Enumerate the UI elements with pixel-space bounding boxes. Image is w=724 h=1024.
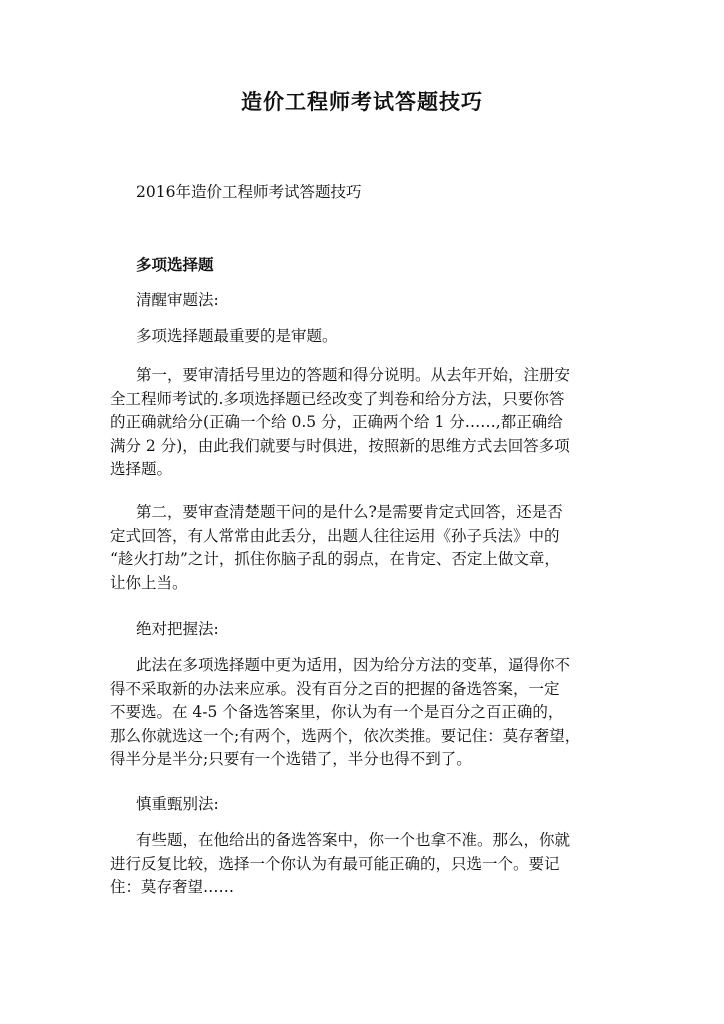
paragraph-line: 让你上当。: [110, 573, 188, 592]
paragraph-line: 全工程师考试的.多项选择题已经改变了判卷和给分方法，只要你答: [110, 389, 565, 408]
section-heading: 多项选择题: [136, 255, 214, 274]
method-intro: 多项选择题最重要的是审题。: [136, 327, 338, 345]
document-subtitle: 2016年造价工程师考试答题技巧: [136, 183, 362, 201]
paragraph-line: 选择题。: [110, 460, 173, 478]
paragraph-line: 得不采取新的办法来应承。没有百分之百的把握的备选答案，一定: [110, 679, 560, 698]
paragraph-line: 第二，要审查清楚题干问的是什么?是需要肯定式回答，还是否: [136, 503, 563, 521]
paragraph-line: “趁火打劫”之计，抓住你脑子乱的弱点，在肯定、否定上做文章，: [110, 550, 560, 568]
paragraph-line: 满分 2 分)，由此我们就要与时俱进，按照新的思维方式去回答多项: [110, 436, 570, 455]
document-title: 造价工程师考试答题技巧: [241, 89, 483, 114]
paragraph-line: 此法在多项选择题中更为适用，因为给分方法的变革，逼得你不: [136, 656, 571, 674]
paragraph-first-point: [110, 364, 628, 482]
paragraph-line: 不要选。在 4-5 个备选答案里，你认为有一个是百分之百正确的，: [110, 703, 564, 721]
paragraph-absolute-certainty: [110, 654, 628, 772]
paragraph-careful-screening: [110, 829, 628, 900]
paragraph-line: 有些题，在他给出的备选答案中，你一个也拿不准。那么，你就: [136, 831, 571, 849]
method-label-absolute-certainty: 绝对把握法:: [136, 620, 219, 638]
paragraph-line: 住：莫存奢望……: [110, 878, 235, 896]
paragraph-second-point: [110, 501, 628, 595]
method-label-clear-reading: 清醒审题法:: [136, 291, 219, 309]
paragraph-line: 定式回答，有人常常由此丢分，出题人往往运用《孙子兵法》中的: [110, 526, 560, 545]
paragraph-line: 得半分是半分;只要有一个选错了，半分也得不到了。: [110, 750, 472, 768]
paragraph-line: 那么你就选这一个;有两个，选两个，依次类推。要记住：莫存奢望，: [110, 726, 581, 745]
method-label-careful-screening: 慎重甄别法:: [136, 795, 219, 813]
paragraph-line: 进行反复比较，选择一个你认为有最可能正确的，只选一个。要记: [110, 854, 560, 873]
paragraph-line: 第一，要审清括号里边的答题和得分说明。从去年开始，注册安: [136, 366, 571, 384]
paragraph-line: 的正确就给分(正确一个给 0.5 分，正确两个给 1 分……,都正确给: [110, 413, 563, 431]
